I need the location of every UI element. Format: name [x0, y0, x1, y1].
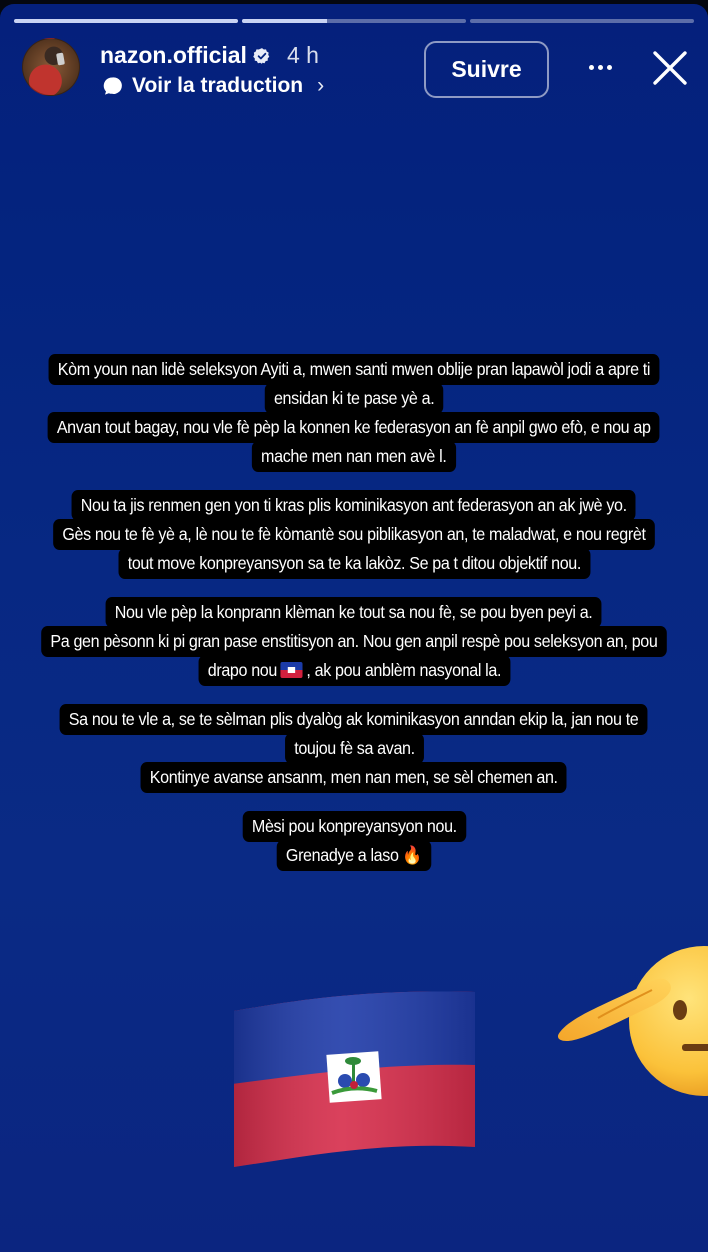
text-line: Gès nou te fè yè a, lè nou te fè kòmantè sou piblikasyon an, te maladwat, e nou regrèt — [53, 519, 655, 550]
translate-link[interactable] — [102, 74, 324, 98]
text-line: Mèsi pou konpreyansyon nou. — [242, 811, 465, 842]
fire-icon: 🔥 — [402, 845, 422, 865]
text-line-with-flag — [198, 655, 510, 686]
paragraph-5 — [233, 813, 476, 871]
text-segment: , ak pou anblèm nasyonal la. — [305, 660, 501, 680]
follow-button[interactable]: Suivre — [424, 41, 549, 98]
text-line: Kontinye avanse ansanm, men nan men, se sèl chemen an. — [141, 762, 567, 793]
username-row — [100, 42, 319, 69]
text-line: tout move konpreyansyon sa te ka lakòz. Se pa t ditou objektif nou. — [118, 548, 590, 579]
speech-bubble-icon — [102, 76, 122, 96]
post-time: 4 h — [286, 42, 319, 68]
story-header — [0, 34, 708, 102]
text-line: Anvan tout bagay, nou vle fè pèp la konnen ke federasyon an fè anpil gwo efò, e nou ap — [48, 412, 660, 443]
text-line: Kòm youn nan lidè seleksyon Ayiti a, mwen santi mwen oblije pran lapawòl jodi a apre ti — [49, 354, 660, 385]
text-segment: drapo nou — [207, 660, 277, 680]
chevron-right-icon: › — [317, 74, 325, 97]
text-segment: Grenadye a laso — [286, 845, 399, 865]
text-line: Sa nou te vle a, se te sèlman plis dyalòg ak kominikasyon anndan ekip la, jan nou te — [60, 704, 648, 735]
close-icon[interactable] — [650, 48, 690, 88]
paragraph-2 — [27, 492, 681, 579]
story-text-content — [0, 356, 708, 891]
username[interactable]: nazon.official — [100, 42, 247, 68]
progress-fill — [242, 19, 327, 23]
text-line: mache men nan men avè l. — [252, 441, 456, 472]
verified-badge-icon — [253, 47, 271, 65]
paragraph-1 — [21, 356, 686, 472]
avatar[interactable] — [22, 38, 80, 96]
more-options-icon[interactable] — [582, 54, 618, 80]
text-line: Nou vle pèp la konprann klèman ke tout sa nou fè, se pou byen peyi a. — [106, 597, 602, 628]
progress-segment-3 — [470, 19, 694, 23]
haiti-flag-inline-icon — [280, 662, 302, 678]
progress-segment-1 — [14, 19, 238, 23]
story-viewer[interactable] — [0, 4, 708, 1252]
text-line: Pa gen pèsonn ki pi gran pase enstitisyon an. Nou gen anpil respè pou seleksyon an, pou — [41, 626, 666, 657]
avatar-phone-detail — [56, 52, 65, 65]
translate-label: Voir la traduction — [132, 74, 304, 97]
progress-segment-2 — [242, 19, 466, 23]
paragraph-3 — [14, 599, 694, 686]
paragraph-4 — [34, 706, 673, 793]
progress-fill — [14, 19, 238, 23]
text-line: ensidan ki te pase yè a. — [265, 383, 444, 414]
text-line-with-emoji — [277, 840, 431, 871]
text-line: Nou ta jis renmen gen yon ti kras plis kominikasyon ant federasyon an ak jwè yo. — [72, 490, 636, 521]
haiti-flag-emoji-sticker[interactable] — [232, 989, 477, 1169]
saluting-face-emoji-sticker[interactable] — [552, 944, 708, 1114]
text-line: toujou fè sa avan. — [285, 733, 424, 764]
story-progress-bar — [14, 19, 694, 23]
